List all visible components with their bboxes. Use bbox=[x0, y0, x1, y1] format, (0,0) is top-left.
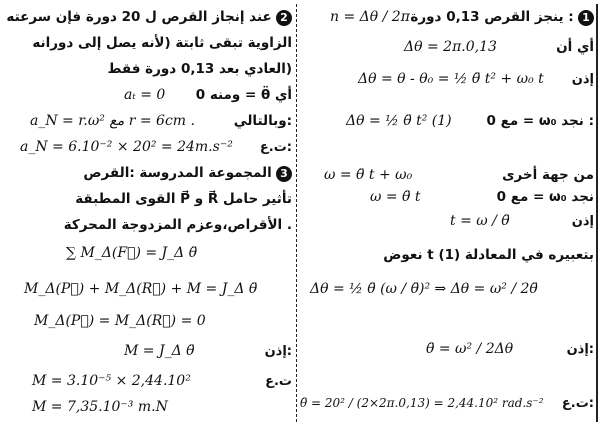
left-line-9 bbox=[64, 216, 292, 234]
right-eq-5: ω = θ̈ t + ω₀ bbox=[324, 167, 413, 183]
right-line-4-text: مع 0 = ω₀ نجد : bbox=[486, 113, 594, 129]
right-line-4 bbox=[487, 112, 594, 130]
right-eq-10: θ̈ = ω² / 2Δθ bbox=[426, 341, 514, 357]
right-line-8 bbox=[383, 246, 594, 264]
page-edge-line bbox=[596, 4, 598, 422]
right-line-10-text: إذن: bbox=[566, 342, 594, 357]
right-line-1 bbox=[410, 8, 594, 26]
left-line-7-text: المجموعة المدروسة :القرص bbox=[83, 165, 272, 181]
left-line-e5-text: ت.ع bbox=[265, 374, 292, 389]
section-badge-1: 1 bbox=[578, 10, 594, 26]
left-line-8-text: القوى المطبقة P⃗ و R⃗ تأثير حامل bbox=[75, 191, 292, 207]
right-line-8-text: نعوض t بتعبيره في المعادلة (1) bbox=[383, 247, 594, 263]
left-eq-6: a_N = 6.10⁻² × 20² = 24m.s⁻² bbox=[20, 139, 233, 155]
right-column bbox=[300, 4, 594, 422]
right-line-10 bbox=[567, 340, 594, 359]
left-eq-e4: M = J_Δ θ̈ bbox=[124, 343, 195, 359]
left-eq-e6: M = 7,35.10⁻³ m.N bbox=[32, 399, 168, 415]
left-line-e4 bbox=[265, 342, 292, 361]
right-eq-1: n = Δθ / 2π bbox=[330, 9, 410, 25]
right-line-7-text: إذن bbox=[571, 214, 594, 229]
left-line-4 bbox=[196, 86, 292, 104]
right-line-1-text: ينجز القرص 0,13 دورة : bbox=[410, 9, 574, 25]
left-line-6 bbox=[260, 138, 292, 157]
left-line-2 bbox=[32, 34, 292, 52]
right-eq-3: Δθ = θ - θ₀ = ½ θ̈ t² + ω₀ t bbox=[358, 71, 544, 87]
left-eq-e1: ∑ M_Δ(F⃗) = J_Δ θ̈ bbox=[66, 245, 198, 261]
right-line-3-text: إذن bbox=[571, 72, 594, 87]
right-line-5-text: من جهة أخرى bbox=[502, 167, 594, 183]
left-line-5 bbox=[234, 112, 292, 130]
section-badge-2: 2 bbox=[276, 10, 292, 26]
right-eq-7: t = ω / θ̈ bbox=[450, 213, 510, 229]
left-line-3-text: العادي بعد 0,13 دورة فقط) bbox=[107, 61, 292, 77]
left-eq-e5: M = 3.10⁻⁵ × 2,44.10² bbox=[32, 373, 191, 389]
left-eq-e3: M_Δ(P⃗) = M_Δ(R⃗) = 0 bbox=[34, 313, 206, 329]
right-line-3 bbox=[572, 70, 594, 89]
left-line-3 bbox=[107, 60, 292, 78]
left-eq-e2: M_Δ(P⃗) + M_Δ(R⃗) + M = J_Δ θ̈ bbox=[24, 281, 258, 297]
left-eq-5: a_N = r.ω² مع r = 6cm . bbox=[30, 113, 195, 129]
right-line-6 bbox=[497, 188, 594, 206]
right-eq-6: ω = θ̈ t bbox=[370, 189, 421, 205]
left-line-6-text: ت.ع: bbox=[259, 140, 292, 155]
right-line-2-text: أي أن bbox=[556, 39, 594, 55]
right-line-7 bbox=[572, 212, 594, 231]
right-line-6-text: مع 0 = ω₀ نجد bbox=[496, 189, 594, 205]
right-line-11-text: ت.ع: bbox=[561, 396, 594, 411]
left-line-4-text: ومنه 0 = θ̈ أي bbox=[195, 87, 292, 103]
left-line-7 bbox=[83, 164, 292, 182]
left-line-1 bbox=[6, 8, 292, 26]
right-line-5 bbox=[502, 166, 594, 184]
left-line-e5 bbox=[265, 372, 292, 391]
left-column bbox=[4, 4, 292, 422]
left-eq-4: aₜ = 0 bbox=[124, 87, 166, 103]
left-line-8 bbox=[75, 190, 292, 208]
right-line-11 bbox=[562, 394, 594, 413]
section-badge-3: 3 bbox=[276, 166, 292, 182]
left-line-5-text: وبالتالي: bbox=[233, 113, 292, 129]
right-eq-2: Δθ = 2π.0,13 bbox=[404, 39, 497, 55]
right-line-2 bbox=[556, 38, 594, 56]
left-line-1-text: عند إنجاز القرص ل 20 دورة فإن سرعته bbox=[6, 9, 272, 25]
right-eq-11: θ̈ = 20² / (2×2π.0,13) = 2,44.10² rad.s⁻² bbox=[300, 396, 544, 410]
column-divider bbox=[296, 4, 297, 422]
left-line-9-text: الأقراص،وعزم المزدوجة المحركة . bbox=[63, 217, 292, 233]
right-eq-9: Δθ = ½ θ̈ (ω / θ̈)² ⇒ Δθ = ω² / 2θ̈ bbox=[310, 281, 538, 297]
left-line-2-text: الزاوية تبقى ثابتة (لأنه يصل إلى دورانه bbox=[32, 35, 292, 51]
right-eq-4: Δθ = ½ θ̈ t² (1) bbox=[346, 113, 452, 129]
left-line-e4-text: إذن: bbox=[264, 344, 292, 359]
